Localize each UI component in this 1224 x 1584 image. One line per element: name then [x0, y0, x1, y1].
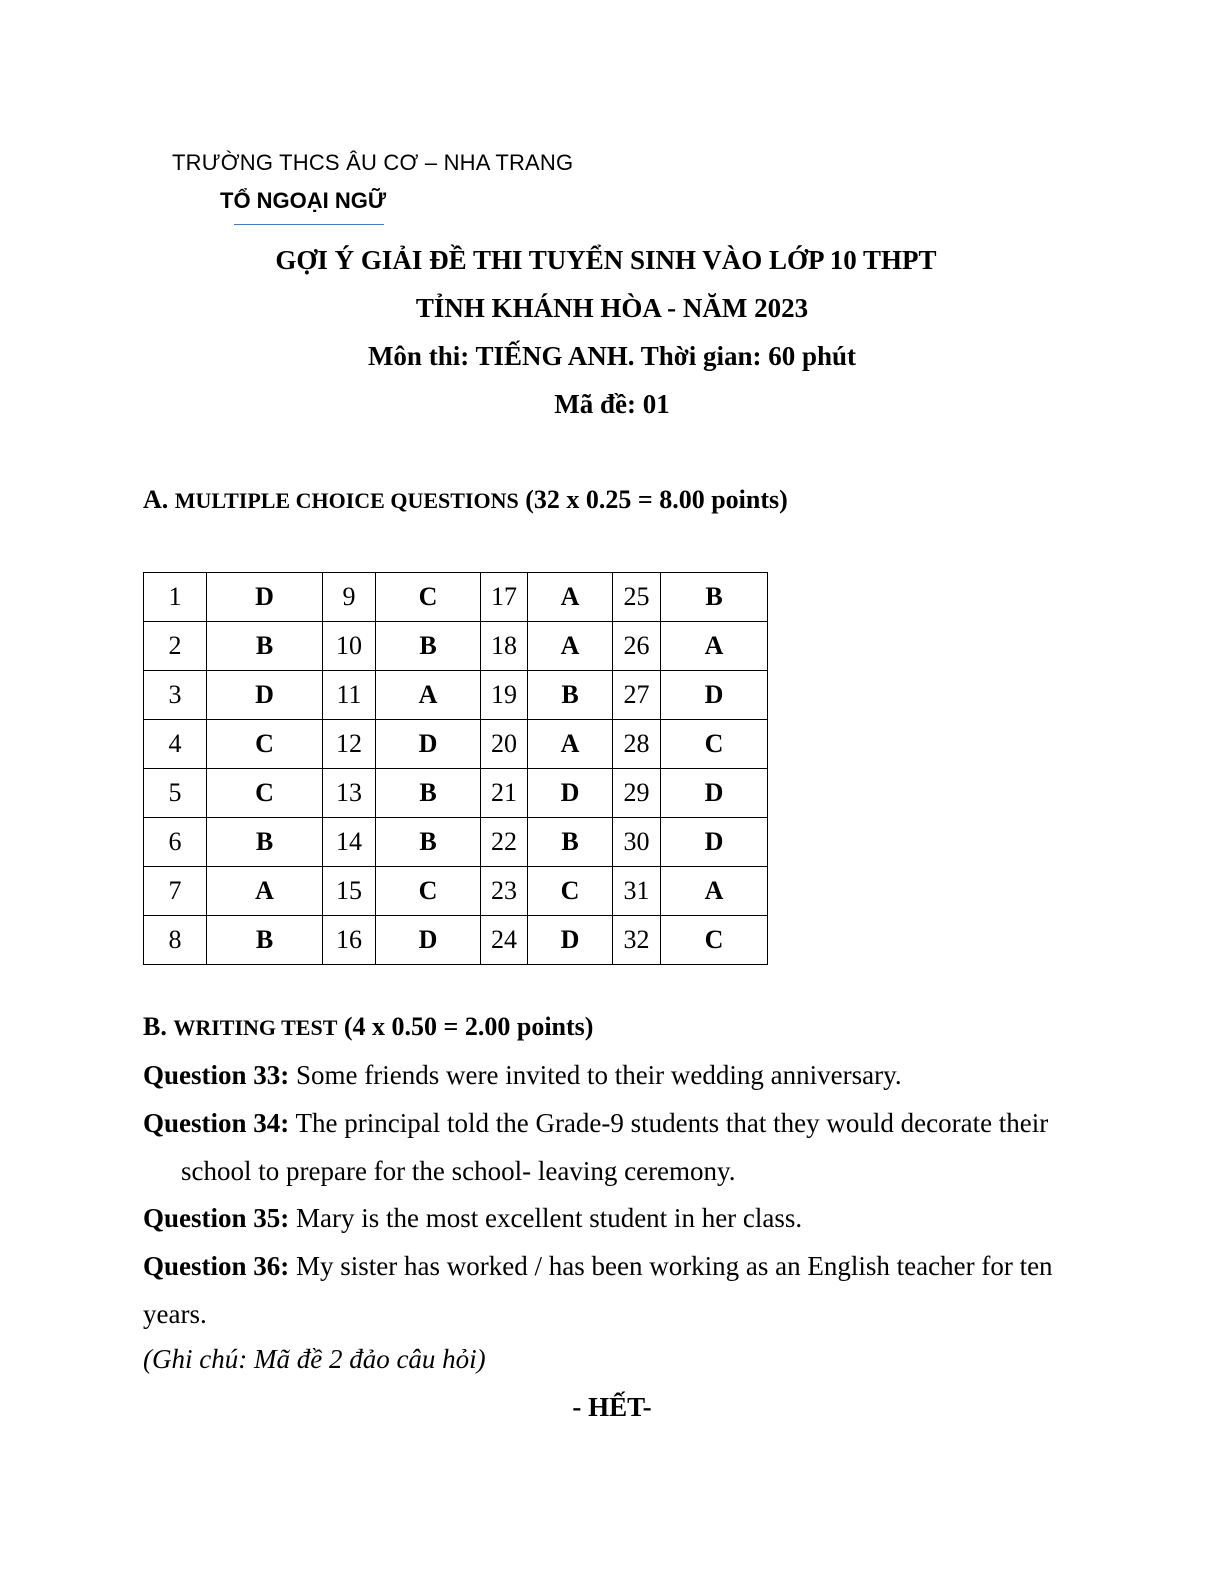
answer-cell: B: [528, 818, 613, 867]
end-marker: - HẾT-: [572, 1392, 652, 1422]
section-b-points: (4 x 0.50 = 2.00 points): [343, 1012, 594, 1041]
question-number-cell: 23: [481, 867, 528, 916]
answer-cell: B: [528, 671, 613, 720]
question-number-cell: 9: [323, 573, 376, 622]
question-number-cell: 28: [613, 720, 661, 769]
question-number-cell: 27: [613, 671, 661, 720]
answer-cell: C: [207, 769, 323, 818]
answer-cell: A: [207, 867, 323, 916]
question-number-cell: 1: [144, 573, 207, 622]
section-b-heading: [143, 1012, 593, 1042]
question-answer: My sister has worked / has been working as an English teacher for ten years.: [143, 1251, 1053, 1329]
answer-cell: B: [661, 573, 768, 622]
answer-cell: D: [528, 916, 613, 965]
table-row: [144, 916, 768, 965]
table-row: [144, 867, 768, 916]
question-number-cell: 25: [613, 573, 661, 622]
question-answer: Some friends were invited to their wedding anniversary.: [289, 1060, 902, 1090]
question-answer: Mary is the most excellent student in her class.: [289, 1203, 803, 1233]
question-36: [143, 1242, 1073, 1338]
answer-cell: C: [376, 573, 481, 622]
question-number-cell: 22: [481, 818, 528, 867]
answer-cell: B: [207, 818, 323, 867]
question-number-cell: 15: [323, 867, 376, 916]
question-number-cell: 2: [144, 622, 207, 671]
answer-cell: C: [207, 720, 323, 769]
answer-cell: D: [207, 671, 323, 720]
question-number-cell: 10: [323, 622, 376, 671]
question-answer-continued: school to prepare for the school- leaving ceremony.: [181, 1156, 736, 1186]
section-b-title: WRITING TEST: [173, 1015, 338, 1040]
answer-cell: A: [376, 671, 481, 720]
answer-cell: B: [376, 622, 481, 671]
question-number-cell: 19: [481, 671, 528, 720]
section-b-letter: B.: [143, 1012, 167, 1041]
answer-cell: A: [528, 573, 613, 622]
question-number-cell: 21: [481, 769, 528, 818]
section-a-title: MULTIPLE CHOICE QUESTIONS: [174, 488, 519, 513]
question-number-cell: 29: [613, 769, 661, 818]
table-row: [144, 671, 768, 720]
question-number-cell: 11: [323, 671, 376, 720]
question-answer: The principal told the Grade-9 students that they would decorate their: [295, 1108, 1049, 1138]
answer-cell: D: [376, 916, 481, 965]
answer-cell: D: [661, 818, 768, 867]
question-label: Question 33:: [143, 1060, 290, 1090]
answer-cell: A: [528, 622, 613, 671]
question-number-cell: 7: [144, 867, 207, 916]
title-line-1: GỢI Ý GIẢI ĐỀ THI TUYỂN SINH VÀO LỚP 10 THPT: [275, 245, 937, 275]
table-row: [144, 818, 768, 867]
answer-cell: B: [376, 769, 481, 818]
section-a-letter: A.: [143, 485, 169, 514]
table-row: [144, 573, 768, 622]
answer-cell: D: [376, 720, 481, 769]
question-number-cell: 14: [323, 818, 376, 867]
title-line-2: TỈNH KHÁNH HÒA - NĂM 2023: [415, 293, 809, 323]
answer-table-body: [144, 573, 768, 965]
section-a-points: (32 x 0.25 = 8.00 points): [525, 485, 788, 514]
title-line-3: Môn thi: TIẾNG ANH. Thời gian: 60 phút: [367, 341, 857, 371]
note: (Ghi chú: Mã đề 2 đảo câu hỏi): [143, 1344, 486, 1374]
school-name: TRƯỜNG THCS ÂU CƠ – NHA TRANG: [172, 150, 574, 175]
question-34: [143, 1099, 1073, 1195]
answer-cell: A: [661, 867, 768, 916]
question-number-cell: 12: [323, 720, 376, 769]
question-number-cell: 8: [144, 916, 207, 965]
table-row: [144, 622, 768, 671]
question-label: Question 34:: [143, 1108, 290, 1138]
question-number-cell: 18: [481, 622, 528, 671]
answer-cell: C: [528, 867, 613, 916]
question-number-cell: 24: [481, 916, 528, 965]
question-number-cell: 31: [613, 867, 661, 916]
answer-cell: C: [376, 867, 481, 916]
question-number-cell: 5: [144, 769, 207, 818]
department-underline: [234, 224, 384, 225]
table-row: [144, 720, 768, 769]
answer-table: [143, 572, 768, 965]
question-number-cell: 32: [613, 916, 661, 965]
question-35: [143, 1194, 1073, 1242]
answer-cell: D: [528, 769, 613, 818]
question-number-cell: 17: [481, 573, 528, 622]
answer-cell: D: [207, 573, 323, 622]
answer-cell: D: [661, 769, 768, 818]
question-number-cell: 4: [144, 720, 207, 769]
title-line-4: Mã đề: 01: [554, 389, 670, 419]
answer-cell: B: [376, 818, 481, 867]
question-number-cell: 6: [144, 818, 207, 867]
answer-cell: B: [207, 916, 323, 965]
question-number-cell: 20: [481, 720, 528, 769]
department-name: TỔ NGOẠI NGỮ: [220, 188, 387, 213]
question-33: [143, 1051, 1073, 1099]
question-number-cell: 3: [144, 671, 207, 720]
question-label: Question 35:: [143, 1203, 290, 1233]
question-number-cell: 13: [323, 769, 376, 818]
question-number-cell: 26: [613, 622, 661, 671]
answer-cell: A: [528, 720, 613, 769]
table-row: [144, 769, 768, 818]
answer-cell: C: [661, 720, 768, 769]
question-label: Question 36:: [143, 1251, 290, 1281]
section-a-heading: [143, 485, 788, 515]
answer-cell: D: [661, 671, 768, 720]
question-number-cell: 16: [323, 916, 376, 965]
answer-cell: A: [661, 622, 768, 671]
answer-cell: C: [661, 916, 768, 965]
question-number-cell: 30: [613, 818, 661, 867]
answer-cell: B: [207, 622, 323, 671]
